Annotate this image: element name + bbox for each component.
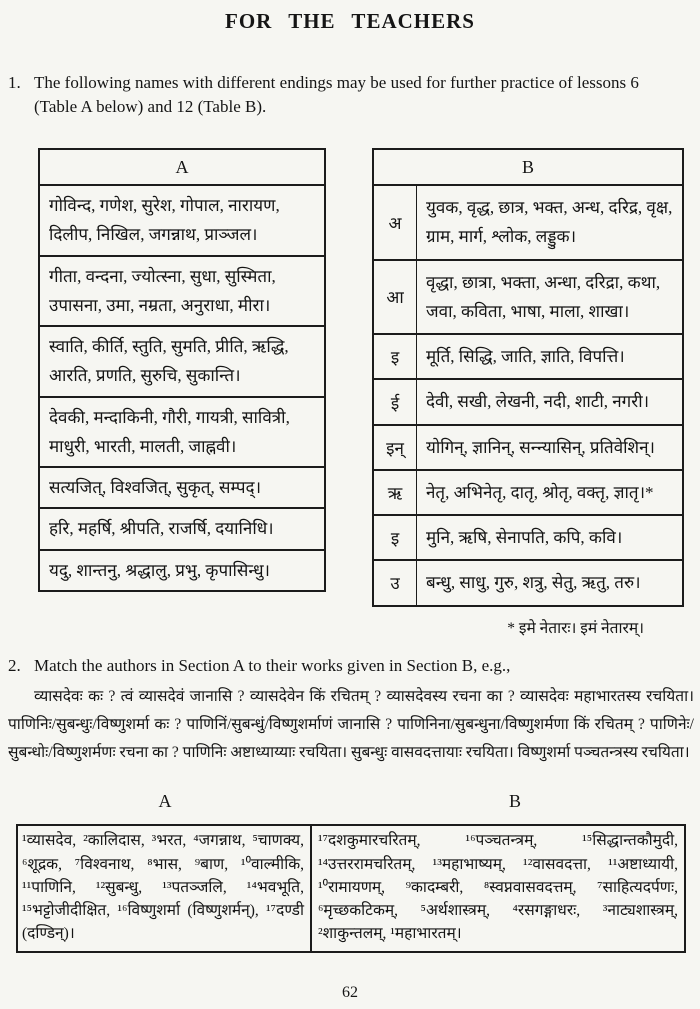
- table-a-row-1: गोविन्द, गणेश, सुरेश, गोपाल, नारायण, दिलीप, निखिल, जगन्नाथ, प्राञ्जल।: [49, 196, 280, 245]
- table-a-row-2: गीता, वन्दना, ज्योत्स्ना, सुधा, सुस्मिता, उपासना, उमा, नम्रता, अनुराधा, मीरा।: [49, 266, 276, 315]
- match-column-authors: ¹व्यासदेव, ²कालिदास, ³भरत, ⁴जगन्नाथ, ⁵चाणक्य, ⁶शूद्रक, ⁷विश्वनाथ, ⁸भास, ⁹बाण, ¹⁰वाल्मीकि, ¹¹पाणिनि, ¹²सुबन्धु, ¹³पतञ्जलि, ¹⁴भवभूति, ¹⁵भट्टोजीदीक्षित, ¹⁶विष्णुशर्मा (विष्णुशर्मन्), ¹⁷दण्डी (दण्डिन्)।: [18, 826, 312, 950]
- ending-label: अ: [374, 186, 417, 258]
- item-1-text: The following names with different endings may be used for further practice of lessons 6 (Table A below) and 12 (Table B).: [34, 73, 639, 117]
- item-2-number: 2.: [8, 655, 21, 675]
- table-b-row-4: देवी, सखी, लेखनी, नदी, शाटी, नगरी।: [426, 392, 650, 412]
- match-header-b: B: [508, 791, 521, 812]
- table-a: [38, 148, 326, 592]
- table-a-row-6: हरि, महर्षि, श्रीपति, राजर्षि, दयानिधि।: [49, 519, 274, 539]
- page-title: FOR THE TEACHERS: [225, 9, 475, 33]
- table-b-footnote: * इमे नेतारः। इमं नेतारम्।: [507, 619, 644, 637]
- match-header-a: A: [158, 791, 172, 812]
- item-2-example-paragraph: व्यासदेवः कः ? त्वं व्यासदेवं जानासि ? व्यासदेवेन किं रचितम् ? व्यासदेवस्य रचना का ? व्यासदेवः महाभारतस्य रचयिता। पाणिनिः/सुबन्धुः/विष्णुशर्मा कः ? पाणिनिं/सुबन्धुं/विष्णुशर्माणं जानासि ? पाणिनिना/सुबन्धुना/विष्णुशर्मणा किं रचितम् ? पाणिनेः/सुबन्धोः/विष्णुशर्मणः रचना का ? पाणिनिः अष्टाध्याय्याः रचयिता। सुबन्धुः वासवदत्तायाः रचयिता। विष्णुशर्मा पञ्चतन्त्रस्य रचयिता।: [8, 687, 694, 762]
- item-2-text: Match the authors in Section A to their works given in Section B, e.g.,: [34, 655, 511, 675]
- table-row: [40, 398, 324, 468]
- match-column-works: ¹⁷दशकुमारचरितम्, ¹⁶पञ्चतन्त्रम्, ¹⁵सिद्धान्तकौमुदी, ¹⁴उत्तररामचरितम्, ¹³महाभाष्यम्, ¹²वासवदत्ता, ¹¹अष्टाध्यायी, ¹⁰रामायणम्, ⁹कादम्बरी, ⁸स्वप्नवासवदत्तम्, ⁷साहित्यदर्पणः, ⁶मृच्छकटिकम्, ⁵अर्थशास्त्रम्, ⁴रसगङ्गाधरः, ³नाट्यशास्त्रम्, ²शाकुन्तलम्, ¹महाभारतम्।: [318, 832, 678, 943]
- table-b-row-6: नेतृ, अभिनेतृ, दातृ, श्रोतृ, वक्तृ, ज्ञातृ।*: [426, 482, 654, 502]
- table-row: [374, 426, 682, 471]
- ending-label: ऋ: [374, 471, 417, 514]
- item-1-number: 1.: [8, 73, 21, 92]
- table-row: [374, 261, 682, 335]
- table-a-row-5: सत्यजित्, विश्वजित्, सुकृत्, सम्पद्।: [49, 478, 262, 498]
- table-b-row-5: योगिन्, ज्ञानिन्, सन्न्यासिन्, प्रतिवेशिन्।: [426, 437, 655, 457]
- table-b-row-3: मूर्ति, सिद्धि, जाति, ज्ञाति, विपत्ति।: [426, 347, 625, 367]
- table-row: [374, 186, 682, 260]
- name-tables: [38, 148, 684, 606]
- table-row: [374, 516, 682, 561]
- instruction-item-1: [8, 71, 690, 119]
- table-a-header: A: [40, 150, 324, 186]
- table-row: [40, 468, 324, 509]
- ending-label: इ: [374, 335, 417, 378]
- table-row: [374, 335, 682, 380]
- table-row: [374, 561, 682, 604]
- ending-label: उ: [374, 561, 417, 604]
- table-b: [372, 148, 684, 606]
- ending-label: इन्: [374, 426, 417, 469]
- table-b-row-2: वृद्धा, छात्रा, भक्ता, अन्धा, दरिद्रा, कथा, जवा, कविता, भाषा, माला, शाखा।: [426, 272, 661, 321]
- table-b-row-8: बन्धु, साधु, गुरु, शत्रु, सेतु, ऋतु, तरु।: [426, 573, 641, 593]
- table-row: [40, 257, 324, 327]
- page-number: 62: [342, 984, 358, 1001]
- table-b-header: B: [374, 150, 682, 186]
- table-row: [40, 551, 324, 590]
- table-b-row-1: युवक, वृद्ध, छात्र, भक्त, अन्ध, दरिद्र, वृक्ष, ग्राम, मार्ग, श्लोक, लड्डुक।: [426, 198, 673, 247]
- table-row: [40, 186, 324, 256]
- table-row: [374, 471, 682, 516]
- table-a-row-7: यदु, शान्तनु, श्रद्धालु, प्रभु, कृपासिन्धु।: [49, 560, 270, 580]
- table-b-row-7: मुनि, ऋषि, सेनापति, कपि, कवि।: [426, 528, 623, 548]
- ending-label: आ: [374, 261, 417, 333]
- table-row: [40, 327, 324, 397]
- ending-label: ई: [374, 380, 417, 423]
- table-row: [40, 509, 324, 550]
- instruction-item-2: [8, 654, 690, 678]
- table-a-row-3: स्वाति, कीर्ति, स्तुति, सुमति, प्रीति, ऋद्धि, आरति, प्रणति, सुरुचि, सुकान्ति।: [49, 337, 289, 386]
- table-a-row-4: देवकी, मन्दाकिनी, गौरी, गायत्री, सावित्री, माधुरी, भारती, मालती, जाह्नवी।: [49, 407, 290, 456]
- ending-label: इ: [374, 516, 417, 559]
- match-table-headers: [0, 791, 700, 812]
- match-table: [16, 824, 686, 952]
- table-row: [374, 380, 682, 425]
